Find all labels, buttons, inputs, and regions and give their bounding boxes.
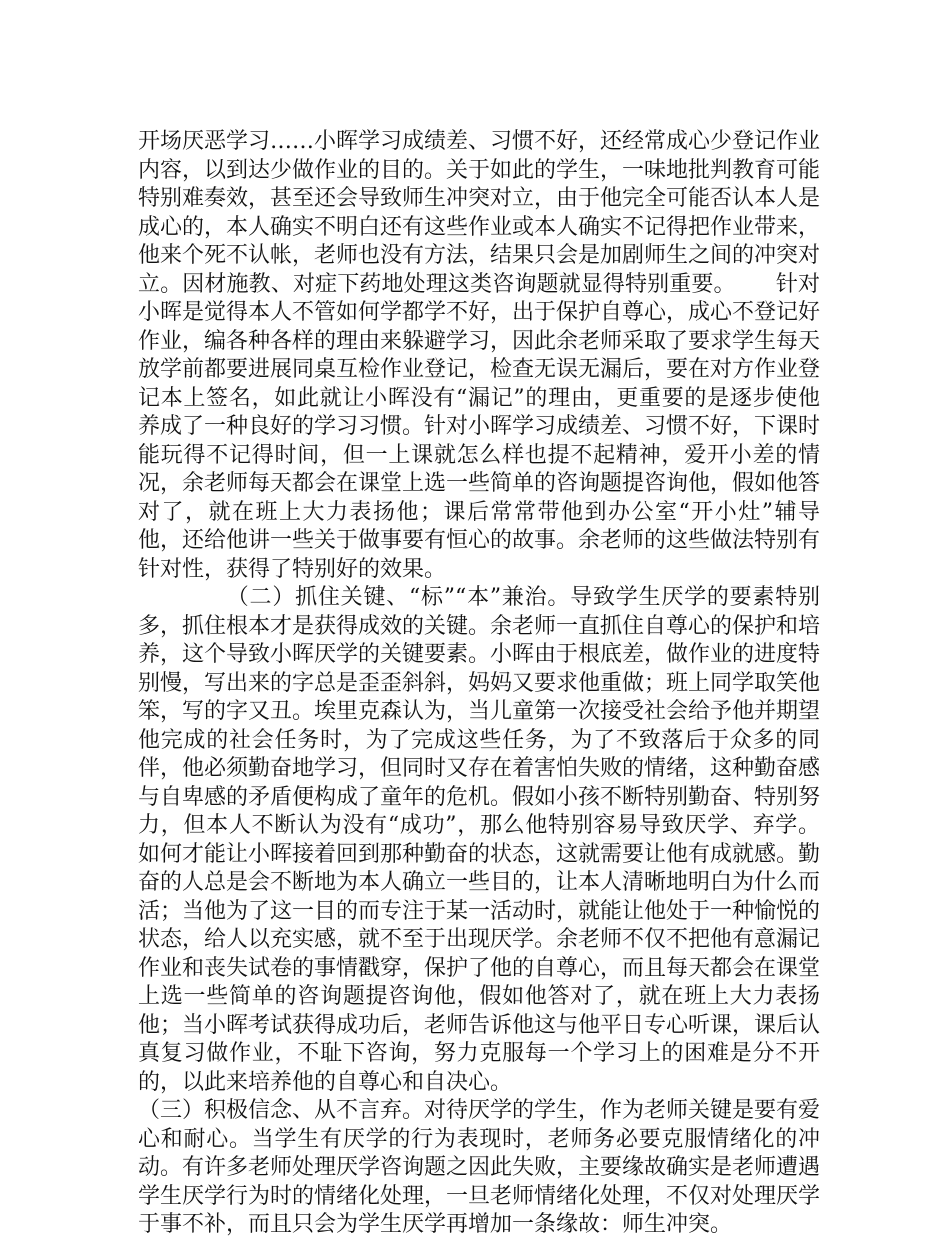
paragraph-1-part-b: 针对小晖是觉得本人不管如何学都学不好，出于保护自尊心，成心不登记好作业，编各种各样的理由来躲避学习，因此余老师采取了要求学生每天放学前都要进展同桌互检作业登记，检查无误无漏后，要在对方作业登记本上签名，如此就让小晖没有“漏记”的理由，更重要的是逐步使他养成了一种良好的学习习惯。针对小晖学习成绩差、习惯不好，下课时能玩得不记得时间，但一上课就怎么样也提不起精神，爱开小差的情况，余老师每天都会在课堂上选一些简单的咨询题提咨询他，假如他答对了，就在班上大力表扬他；课后常常带他到办公室“开小灶”辅导他，还给他讲一些关于做事要有恒心的故事。余老师的这些做法特别有针对性，获得了特别好的效果。 [138, 271, 821, 582]
paragraph-3 [138, 1097, 820, 1240]
paragraph-3-text: （三）积极信念、从不言弃。对待厌学的学生，作为老师关键是要有爱心和耐心。当学生有厌学的行为表现时，老师务必要克服情绪化的冲动。有许多老师处理厌学咨询题之因此失败，主要缘故确实是老师遭遇学生厌学行为时的情绪化处理，一旦老师情绪化处理，不仅对处理厌学于事不补，而且只会为学生厌学再增加一条缘故：师生冲突。 [138, 1098, 821, 1237]
paragraph-2 [138, 584, 820, 1097]
paragraph-2-text: （二）抓住关键、“标”“本”兼治。导致学生厌学的要素特别多，抓住根本才是获得成效的关键。余老师一直抓住自尊心的保护和培养，这个导致小晖厌学的关键要素。小晖由于根底差，做作业的进度特别慢，写出来的字总是歪歪斜斜，妈妈又要求他重做；班上同学取笑他笨，写的字又丑。埃里克森认为，当儿童第一次接受社会给予他并期望他完成的社会任务时，为了完成这些任务，为了不致落后于众多的同伴，他必须勤奋地学习，但同时又存在着害怕失败的情绪，这种勤奋感与自卑感的矛盾便构成了童年的危机。假如小孩不断特别勤奋、特别努力，但本人不断认为没有“成功”，那么他特别容易导致厌学、弃学。如何才能让小晖接着回到那种勤奋的状态，这就需要让他有成就感。勤奋的人总是会不断地为本人确立一些目的，让本人清晰地明白为什么而活；当他为了这一目的而专注于某一活动时，就能让他处于一种愉悦的状态，给人以充实感，就不至于出现厌学。余老师不仅不把他有意漏记作业和丧失试卷的事情戳穿，保护了他的自尊心，而且每天都会在课堂上选一些简单的咨询题提咨询他，假如他答对了，就在班上大力表扬他；当小晖考试获得成功后，老师告诉他这与他平日专心听课，课后认真复习做作业，不耻下咨询，努力克服每一个学习上的困难是分不开的，以此来培养他的自尊心和自决心。 [138, 585, 821, 1095]
paragraph-1 [138, 128, 820, 584]
paragraph-1-part-a: 开场厌恶学习……小晖学习成绩差、习惯不好，还经常成心少登记作业内容，以到达少做作业的目的。关于如此的学生，一味地批判教育可能特别难奏效，甚至还会导致师生冲突对立，由于他完全可能否认本人是成心的，本人确实不明白还有这些作业或本人确实不记得把作业带来，他来个死不认帐，老师也没有方法，结果只会是加剧师生之间的冲突对立。因材施教、对症下药地处理这类咨询题就显得特别重要。 [138, 129, 821, 297]
body-text [138, 128, 820, 1240]
